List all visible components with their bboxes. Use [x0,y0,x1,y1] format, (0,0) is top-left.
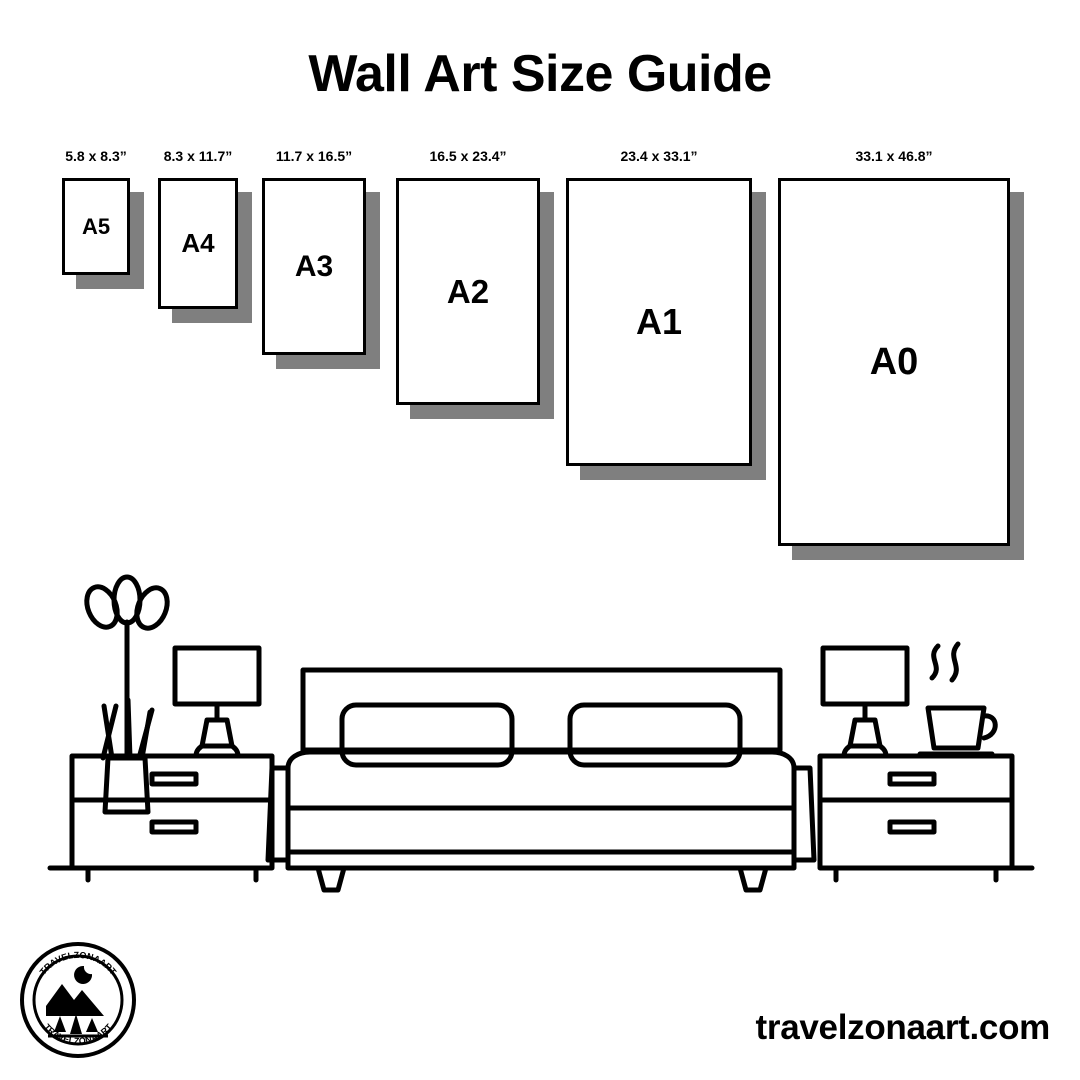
page-title: Wall Art Size Guide [308,45,772,103]
frame-size-label: A3 [294,249,334,283]
frame-group-a5 [62,148,130,285]
frame-a3[interactable] [262,178,366,355]
bedroom-illustration [0,560,1080,920]
frame-a5[interactable] [62,178,130,275]
frame-dimension-label: 11.7 x 16.5” [275,148,353,164]
frame-a2[interactable] [396,178,540,405]
frame-dimension-label: 16.5 x 23.4” [429,148,507,164]
frame-group-a2 [396,148,540,415]
right-table-lamp [823,648,907,756]
frame-size-label: A1 [635,301,683,342]
frame-dimension-label: 5.8 x 8.3” [65,148,127,164]
frame-size-label: A5 [81,213,111,239]
frame-dimension-label: 33.1 x 46.8” [855,148,933,164]
coffee-cup [920,644,995,754]
frame-group-a4 [158,148,238,319]
frame-a1[interactable] [566,178,752,466]
logo-brand-top: TRAVELZONAART [37,949,119,977]
right-nightstand [820,756,1012,880]
frame-a0[interactable] [778,178,1010,546]
brand-logo[interactable] [18,940,138,1060]
left-table-lamp [175,648,259,756]
logo-brand-bottom: TRAVELZONAART [41,1021,115,1047]
frame-group-a0 [778,148,1010,556]
frame-size-label: A0 [869,340,919,383]
plant-vase [81,577,173,812]
frame-group-a1 [566,148,752,476]
frame-size-label: A2 [446,272,490,310]
website-url[interactable]: travelzonaart.com [755,1008,1050,1047]
left-nightstand [72,756,272,880]
frame-a4[interactable] [158,178,238,309]
frame-dimension-label: 8.3 x 11.7” [163,148,233,164]
frame-group-a3 [262,148,366,365]
frame-size-label: A4 [181,228,215,258]
frame-dimension-label: 23.4 x 33.1” [620,148,698,164]
bed [268,670,814,890]
